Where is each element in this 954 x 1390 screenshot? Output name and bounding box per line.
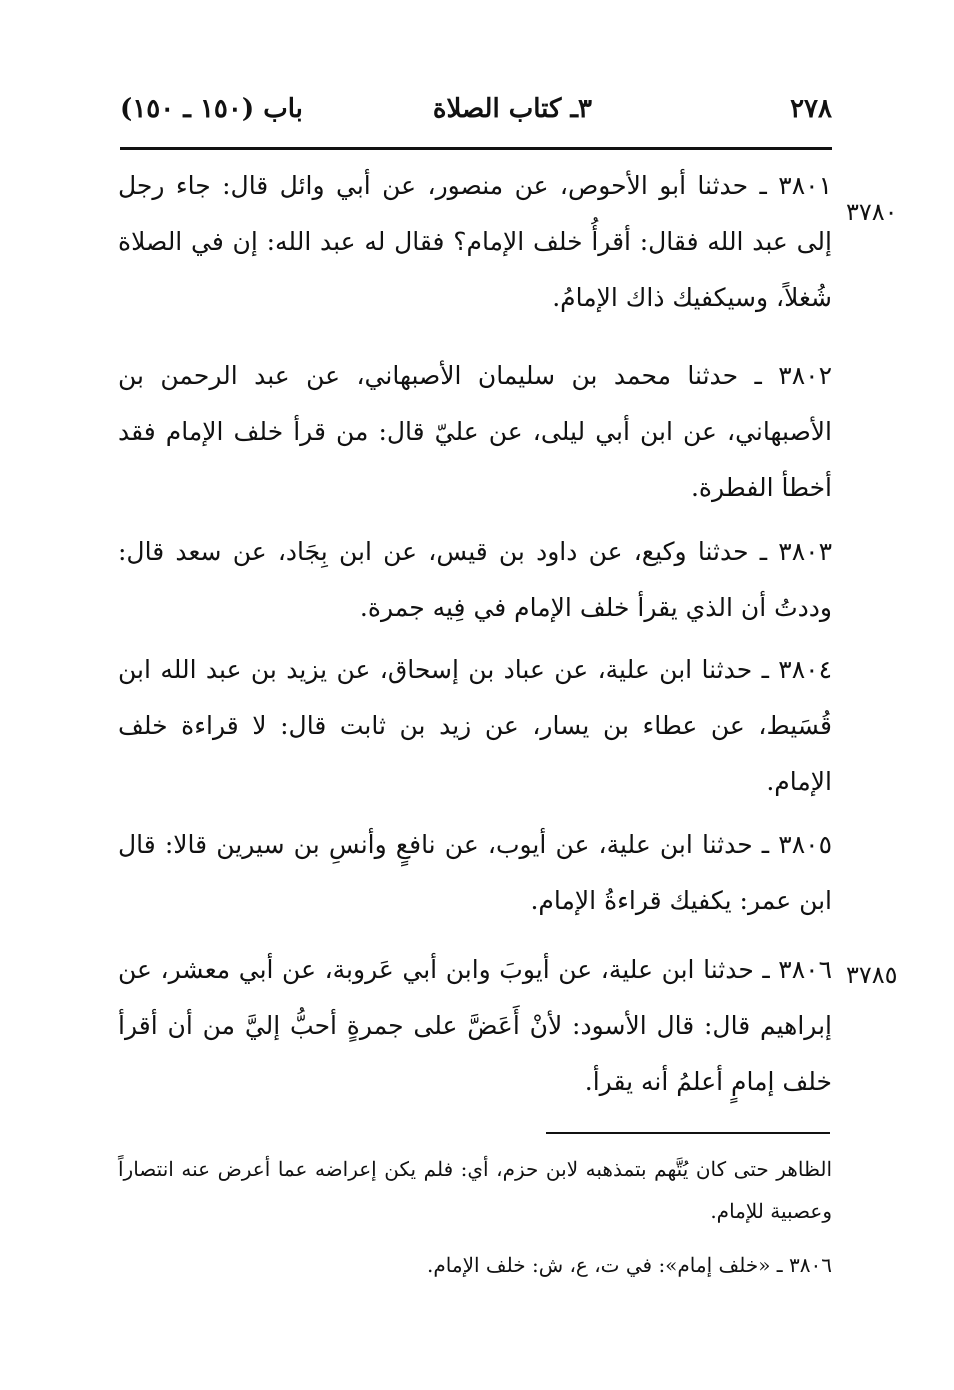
hadith-text: ـ حدثنا ابن علية، عن أيوبَ وابن أبي عَروبة، عن أبي معشر، عن إبراهيم قال: قال الأسود: لأنْ أَعَضَّ على جمرةٍ أحبُّ إليَّ من أن أقرأ خلف إمامٍ أعلمُ أنه يقرأ. <box>118 955 832 1096</box>
hadith-number: ٣٨٠٢ <box>778 361 832 390</box>
hadith-text: ـ حدثنا محمد بن سليمان الأصبهاني، عن عبد الرحمن بن الأصبهاني، عن ابن أبي ليلى، عن عليّ قال: من قرأ خلف الإمام فقد أخطأ الفطرة. <box>118 361 832 502</box>
chapter-title: باب (١٥٠ ـ ١٥٠) <box>120 94 303 124</box>
hadith-text: ـ حدثنا أبو الأحوص، عن منصور، عن أبي وائل قال: جاء رجل إلى عبد الله فقال: أقرأُ خلف الإمام؟ فقال له عبد الله: إن في الصلاة شُغلاً، وسيكفيك ذاك الإمامُ. <box>118 171 832 312</box>
running-header <box>120 92 832 136</box>
hadith-number: ٣٨٠١ <box>778 171 832 200</box>
hadith-number: ٣٨٠٥ <box>778 830 832 859</box>
hadith-entry <box>118 942 832 1110</box>
header-rule <box>120 147 832 150</box>
hadith-text: ـ حدثنا وكيع، عن داود بن قيس، عن ابن بِجَاد، عن سعد قال: وددتُ أن الذي يقرأ خلف الإمام في فِيه جمرة. <box>118 537 832 622</box>
hadith-text: ـ حدثنا ابن علية، عن عباد بن إسحاق، عن يزيد بن عبد الله ابن قُسَيط، عن عطاء بن يسار، عن زيد بن ثابت قال: لا قراءة خلف الإمام. <box>118 655 832 796</box>
hadith-entry <box>118 817 832 929</box>
hadith-entry <box>118 524 832 636</box>
hadith-number: ٣٨٠٤ <box>778 655 832 684</box>
hadith-entry <box>118 348 832 516</box>
margin-number: ٣٧٨٠ <box>846 198 898 226</box>
margin-number: ٣٧٨٥ <box>846 961 898 989</box>
hadith-number: ٣٨٠٣ <box>778 537 832 566</box>
hadith-entry <box>118 642 832 810</box>
footnote: ٣٨٠٦ ـ «خلف إمام»: في ت، ع، ش: خلف الإمام. <box>427 1253 832 1277</box>
footnote-rule <box>546 1132 830 1134</box>
footnote: الظاهر حتى كان يُتَّهم بتمذهبه لابن حزم، أي: فلم يكن إعراضه عما أعرض عنه انتصاراً وعصبية للإمام. <box>118 1157 832 1223</box>
hadith-number: ٣٨٠٦ <box>778 955 832 984</box>
book-title: ٣ـ كتاب الصلاة <box>432 94 592 124</box>
hadith-entry <box>118 158 832 326</box>
page-number: ٢٧٨ <box>790 94 832 124</box>
hadith-text: ـ حدثنا ابن علية، عن أيوب، عن نافعٍ وأنسِ بن سيرين قالا: قال ابن عمر: يكفيك قراءةُ الإمام. <box>118 830 832 915</box>
